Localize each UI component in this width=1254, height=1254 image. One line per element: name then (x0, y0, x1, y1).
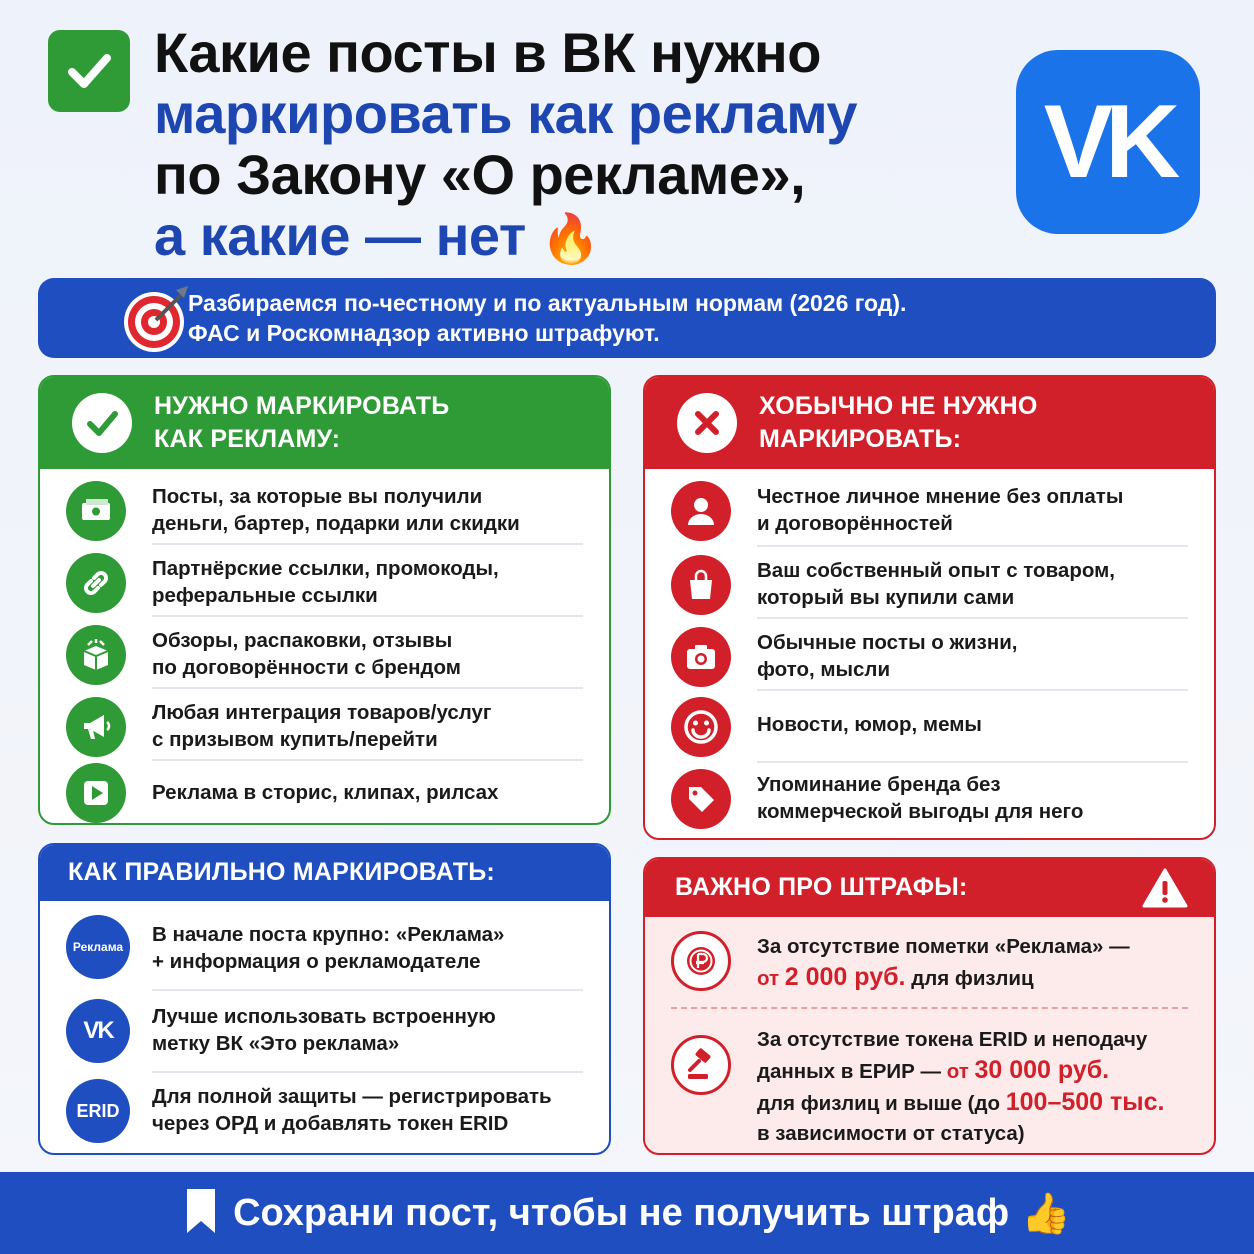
vk-logo-text: VK (1043, 83, 1173, 200)
item-text: Обычные посты о жизни, (757, 631, 1018, 654)
how-to-mark-card (38, 843, 611, 1155)
smile-icon (671, 697, 731, 757)
need-marking-card (38, 375, 611, 825)
no-marking-title (759, 390, 1038, 456)
item-text: Честное личное мнение без оплаты (757, 485, 1124, 508)
ruble-coin-icon (671, 931, 731, 991)
fire-emoji: 🔥 (540, 213, 601, 266)
item-text: Партнёрские ссылки, промокоды, (152, 557, 499, 580)
item-text: + информация о рекламодателе (152, 950, 481, 973)
fine-amount: 100–500 тыс. (1005, 1088, 1165, 1116)
no-marking-card (643, 375, 1216, 840)
need-title-line-1: НУЖНО МАРКИРОВАТЬ (154, 392, 450, 420)
badge-text: VK (83, 1017, 113, 1044)
item-text: Посты, за которые вы получили (152, 485, 483, 508)
fine-text: За отсутствие пометки «Реклама» — (757, 935, 1130, 958)
check-badge-icon (48, 30, 130, 112)
item-text: коммерческой выгоды для него (757, 800, 1084, 823)
item-text: деньги, бартер, подарки или скидки (152, 512, 520, 535)
footer-text: Сохрани пост, чтобы не получить штраф (233, 1191, 1010, 1234)
fine-amount: 2 000 руб. (784, 963, 906, 991)
page-title (154, 22, 984, 270)
info-banner (38, 278, 1216, 358)
divider (152, 543, 583, 545)
megaphone-icon (66, 697, 126, 757)
divider (152, 989, 583, 991)
thumbs-up-emoji: 👍 (1021, 1191, 1071, 1236)
item-text: который вы купили сами (757, 586, 1015, 609)
noneed-title-line-1: ХОБЫЧНО НЕ НУЖНО (759, 392, 1038, 420)
divider (757, 617, 1188, 619)
divider (757, 689, 1188, 691)
item-text: Ваш собственный опыт с товаром, (757, 559, 1115, 582)
item-text: метку ВК «Это реклама» (152, 1032, 400, 1055)
how-to-mark-title: КАК ПРАВИЛЬНО МАРКИРОВАТЬ: (68, 858, 495, 886)
title-line-1: Какие посты в ВК нужно (154, 21, 821, 84)
footer-banner (0, 1172, 1254, 1254)
no-marking-header (645, 377, 1214, 469)
title-line-3: по Закону «О рекламе», (154, 143, 806, 206)
check-circle-icon (72, 393, 132, 453)
fine-amount-line (757, 1055, 1164, 1087)
badge-text: Реклама (72, 940, 124, 954)
bag-icon (671, 555, 731, 615)
item-text: Обзоры, распаковки, отзывы (152, 629, 453, 652)
person-icon (671, 481, 731, 541)
divider (152, 687, 583, 689)
box-icon (66, 625, 126, 685)
fine-text: в зависимости от статуса) (757, 1122, 1025, 1145)
fine-amount: 30 000 руб. (974, 1056, 1110, 1084)
item-text: Реклама в сторис, клипах, рилсах (152, 781, 499, 804)
fine-prefix: от (757, 967, 785, 990)
item-text: через ОРД и добавлять токен ERID (152, 1112, 509, 1135)
divider (152, 1071, 583, 1073)
item-text: Упоминание бренда без (757, 773, 1001, 796)
banner-line-1: Разбираемся по-честному и по актуальным нормам (2026 год). (188, 290, 907, 316)
play-icon (66, 763, 126, 823)
advert-badge-icon (66, 915, 130, 979)
divider (152, 759, 583, 761)
divider (757, 761, 1188, 763)
need-marking-title (154, 390, 449, 456)
item-text: реферальные ссылки (152, 584, 378, 607)
item-text: Лучше использовать встроенную (152, 1005, 496, 1028)
camera-icon (671, 627, 731, 687)
how-to-mark-header (40, 845, 609, 901)
fine-amount-line (757, 1087, 1164, 1119)
item-text: Любая интеграция товаров/услуг (152, 701, 492, 724)
item-text: с призывом купить/перейти (152, 728, 438, 751)
title-line-4-text: а какие — нет (154, 204, 526, 267)
vk-badge-icon (66, 999, 130, 1063)
banner-line-2: ФАС и Роскомнадзор активно штрафуют. (188, 320, 660, 346)
link-icon (66, 553, 126, 613)
fine-text: За отсутствие токена ERID и неподачу (757, 1028, 1148, 1051)
divider (152, 615, 583, 617)
title-line-4 (154, 205, 984, 270)
fine-amount-line (757, 962, 1130, 994)
erid-badge-icon (66, 1079, 130, 1143)
noneed-title-line-2: МАРКИРОВАТЬ: (759, 425, 962, 453)
fines-title: ВАЖНО ПРО ШТРАФЫ: (675, 873, 968, 901)
warning-icon (1142, 867, 1188, 914)
item-text: фото, мысли (757, 658, 891, 681)
target-icon (120, 282, 192, 354)
item-text: Новости, юмор, мемы (757, 713, 982, 736)
divider (757, 545, 1188, 547)
bookmark-icon (183, 1187, 219, 1240)
cross-circle-icon (677, 393, 737, 453)
item-text: по договорённости с брендом (152, 656, 461, 679)
tag-icon (671, 769, 731, 829)
item-text: В начале поста крупно: «Реклама» (152, 923, 505, 946)
fine-suffix: для физлиц (905, 967, 1034, 990)
fine-prefix: от (946, 1060, 975, 1083)
money-icon (66, 481, 126, 541)
item-text: и договорённостей (757, 512, 953, 535)
gavel-icon (671, 1035, 731, 1095)
need-title-line-2: КАК РЕКЛАМУ: (154, 425, 341, 453)
banner-text (188, 288, 906, 348)
fines-header (645, 859, 1214, 917)
dashed-divider (671, 1007, 1188, 1009)
vk-logo (1016, 50, 1200, 234)
fines-card (643, 857, 1216, 1155)
item-text: Для полной защиты — регистрировать (152, 1085, 552, 1108)
title-line-2: маркировать как рекламу (154, 82, 858, 145)
fine-text: для физлиц и выше (до (757, 1092, 1006, 1115)
fine-text: данных в ЕРИР — (757, 1060, 947, 1083)
badge-text: ERID (76, 1100, 120, 1121)
need-marking-header (40, 377, 609, 469)
